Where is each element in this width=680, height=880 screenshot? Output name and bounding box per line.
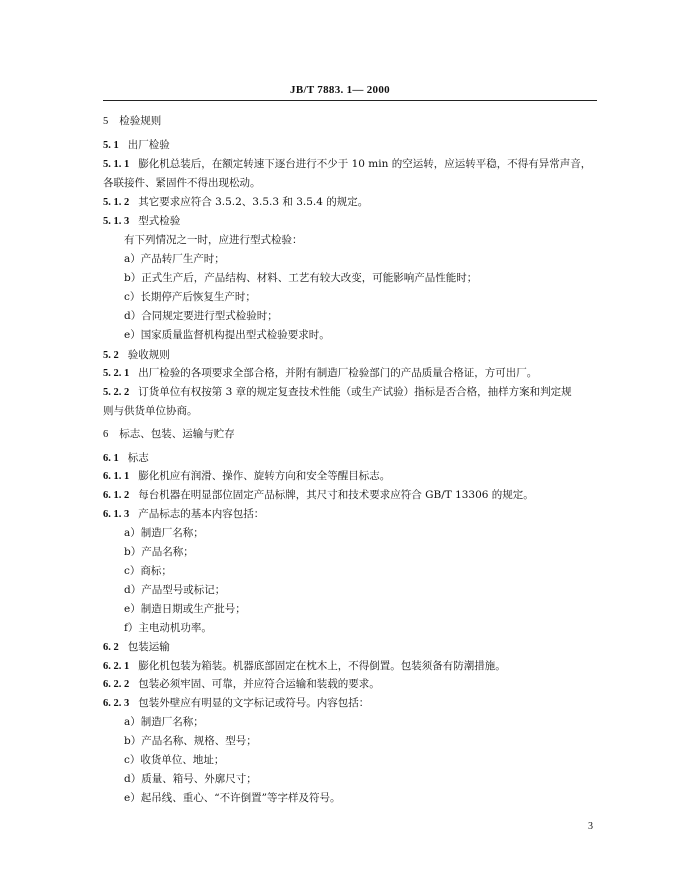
list-item: c）收货单位、地址； (124, 754, 225, 766)
clause-text: 5. 1. 1 膨化机总装后，在额定转速下逐台进行不少于 10 min 的空运转，应运转平稳，不得有异常声音， (103, 158, 592, 170)
clause-text: 6. 1. 2 每台机器在明显部位固定产品标牌，其尺寸和技术要求应符合 GB/T 13306 的规定。 (103, 489, 534, 501)
list-item: a）产品转厂生产时； (124, 253, 225, 265)
list-item: b）产品名称、规格、型号； (124, 735, 257, 747)
clause-text: 5. 2. 1 出厂检验的各项要求全部合格，并附有制造厂检验部门的产品质量合格证，方可出厂。 (103, 367, 538, 379)
list-item: d）合同规定要进行型式检验时； (124, 310, 278, 322)
list-item: b）产品名称； (124, 546, 194, 558)
clause-heading: 5. 1. 3 型式检验 (103, 215, 181, 227)
clause-heading: 6. 1 标志 (103, 452, 149, 464)
clause-heading: 5. 1 出厂检验 (103, 139, 170, 151)
clause-text: 6. 1. 3 产品标志的基本内容包括： (103, 508, 265, 520)
document-header: JB/T 7883. 1— 2000 (290, 84, 390, 96)
list-item: e）国家质量监督机构提出型式检验要求时。 (124, 329, 330, 341)
paragraph-text: 有下列情况之一时，应进行型式检验： (124, 234, 303, 246)
clause-text: 6. 1. 1 膨化机应有润滑、操作、旋转方向和安全等醒目标志。 (103, 470, 391, 482)
clause-text: 6. 2. 1 膨化机包装为箱装。机器底部固定在枕木上，不得倒置。包装须备有防潮措施。 (103, 660, 506, 672)
list-item: c）商标； (124, 565, 172, 577)
clause-text: 5. 2. 2 订货单位有权按第 3 章的规定复查技术性能（或生产试验）指标是否合格，抽样方案和判定规 (103, 386, 572, 398)
list-item: d）质量、箱号、外廓尺寸； (124, 773, 257, 785)
list-item: d）产品型号或标记； (124, 584, 226, 596)
page-number: 3 (588, 821, 593, 832)
list-item: e）起吊线、重心、“不许倒置”等字样及符号。 (124, 792, 341, 804)
list-item: a）制造厂名称； (124, 716, 204, 728)
list-item: c）长期停产后恢复生产时； (124, 291, 256, 303)
clause-heading: 6. 2 包装运输 (103, 641, 170, 653)
list-item: e）制造日期或生产批号； (124, 603, 246, 615)
section-heading: 6 标志、包装、运输与贮存 (103, 428, 235, 440)
clause-continuation: 各联接件、紧固件不得出现松动。 (103, 177, 261, 189)
list-item: a）制造厂名称； (124, 527, 204, 539)
clause-text: 6. 2. 2 包装必须牢固、可靠，并应符合运输和装载的要求。 (103, 678, 380, 690)
clause-continuation: 则与供货单位协商。 (103, 405, 198, 417)
list-item: b）正式生产后，产品结构、材料、工艺有较大改变，可能影响产品性能时； (124, 272, 478, 284)
header-divider (103, 100, 597, 101)
section-heading: 5 检验规则 (103, 115, 162, 127)
clause-text: 6. 2. 3 包装外壁应有明显的文字标记或符号。内容包括： (103, 697, 370, 709)
clause-heading: 5. 2 验收规则 (103, 349, 170, 361)
clause-text: 5. 1. 2 其它要求应符合 3.5.2、3.5.3 和 3.5.4 的规定。 (103, 196, 369, 208)
list-item: f）主电动机功率。 (124, 622, 212, 634)
